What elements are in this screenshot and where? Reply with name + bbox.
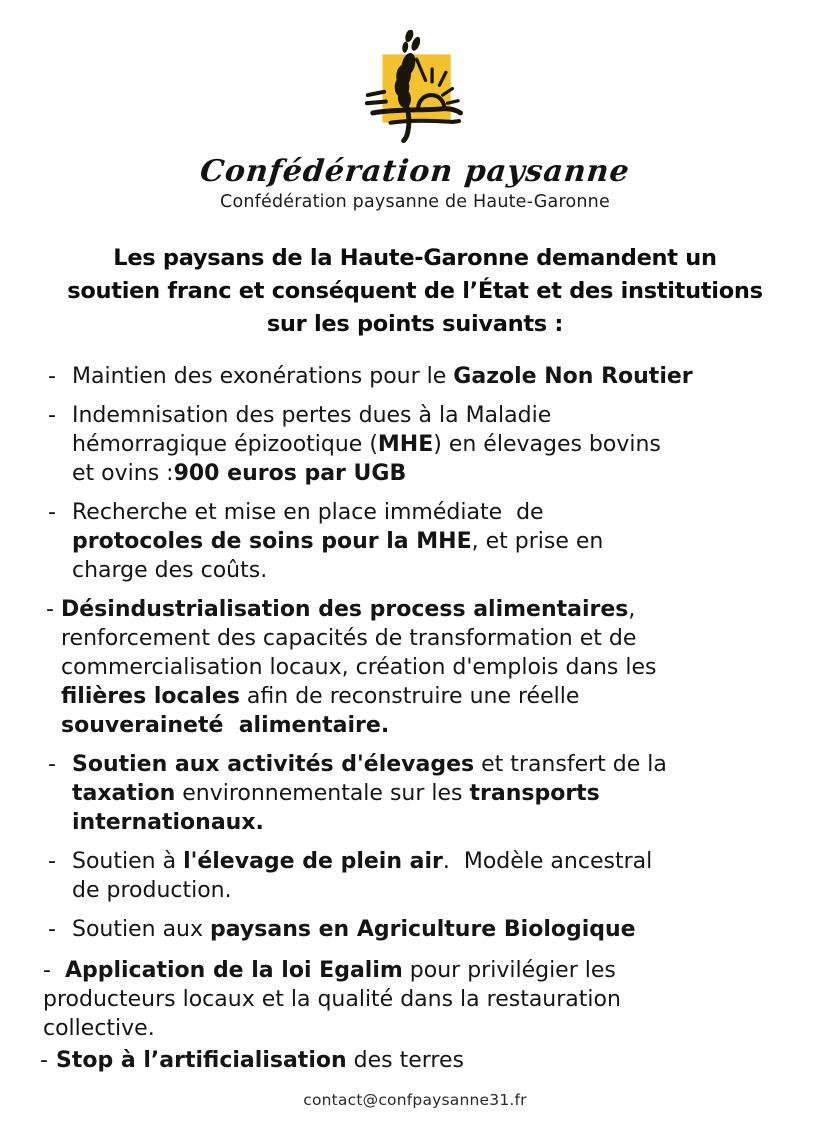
bullet-line: Soutien aux paysans en Agriculture Biologique <box>72 917 636 942</box>
bullet-dash: - <box>48 752 56 777</box>
bullet-item <box>48 498 790 585</box>
heading-line: soutien franc et conséquent de l’État et des institutions <box>67 278 763 304</box>
bullet-text <box>72 362 693 391</box>
bullet-dash: - <box>43 958 51 983</box>
bullet-text <box>72 750 667 837</box>
bullet-text <box>61 595 656 740</box>
bullet-text <box>72 847 652 905</box>
bullet-list <box>0 362 830 1075</box>
footer-email: contact@confpaysanne31.fr <box>303 1091 527 1109</box>
bullet-item <box>48 401 790 488</box>
bullet-dash: - <box>40 1048 48 1073</box>
bullet-line: Maintien des exonérations pour le Gazole Non Routier <box>72 364 693 389</box>
bullet-text <box>72 498 603 585</box>
bullet-item <box>48 362 790 391</box>
logo-subtitle: Confédération paysanne de Haute-Garonne <box>220 192 610 212</box>
bullet-line: de production. <box>72 878 232 903</box>
bullet-line: Désindustrialisation des process alimentaires, <box>61 597 636 622</box>
bullet-dash: - <box>46 597 54 622</box>
bullet-item <box>40 1046 790 1075</box>
bullet-item <box>48 847 790 905</box>
logo-block <box>0 30 830 212</box>
bullet-line: filières locales afin de reconstruire une réelle <box>61 684 580 709</box>
bullet-line: - Application de la loi Egalim pour privilégier les <box>43 958 616 983</box>
bullet-line: protocoles de soins pour la MHE, et prise en <box>72 529 604 554</box>
bullet-line: Recherche et mise en place immédiate de <box>72 500 544 525</box>
bullet-item <box>48 750 790 837</box>
bullet-text <box>72 915 636 944</box>
wheat-sun-logo-icon <box>356 30 474 152</box>
bullet-item <box>43 956 790 1043</box>
bullet-line: Soutien à l'élevage de plein air. Modèle ancestral <box>72 849 653 874</box>
bullet-line: Soutien aux activités d'élevages et transfert de la <box>72 752 667 777</box>
bullet-line: collective. <box>43 1016 155 1041</box>
bullet-line: souveraineté alimentaire. <box>61 713 390 738</box>
bullet-line: taxation environnementale sur les transports <box>72 781 600 806</box>
bullet-dash: - <box>48 500 56 525</box>
bullet-item <box>48 915 790 944</box>
bullet-line: Indemnisation des pertes dues à la Maladie <box>72 403 552 428</box>
bullet-dash: - <box>48 364 56 389</box>
bullet-text <box>72 401 661 488</box>
bullet-line: renforcement des capacités de transformation et de <box>61 626 637 651</box>
bullet-line: Stop à l’artificialisation des terres <box>56 1048 464 1073</box>
heading-line: sur les points suivants : <box>266 311 564 337</box>
bullet-text <box>43 956 790 1043</box>
bullet-dash: - <box>48 403 56 428</box>
page-title <box>0 242 830 341</box>
bullet-line: commercialisation locaux, création d'emplois dans les <box>61 655 657 680</box>
bullet-line: internationaux. <box>72 810 264 835</box>
bullet-line: hémorragique épizootique (MHE) en élevages bovins <box>72 432 661 457</box>
bullet-line: charge des coûts. <box>72 558 268 583</box>
bullet-text <box>56 1046 464 1075</box>
bullet-line: producteurs locaux et la qualité dans la restauration <box>43 987 621 1012</box>
bullet-line: et ovins :900 euros par UGB <box>72 461 407 486</box>
logo-script-title: Confédération paysanne <box>198 154 632 189</box>
heading-line: Les paysans de la Haute-Garonne demandent un <box>113 245 717 271</box>
bullet-item <box>46 595 790 740</box>
bullet-dash: - <box>48 917 56 942</box>
bullet-dash: - <box>48 849 56 874</box>
